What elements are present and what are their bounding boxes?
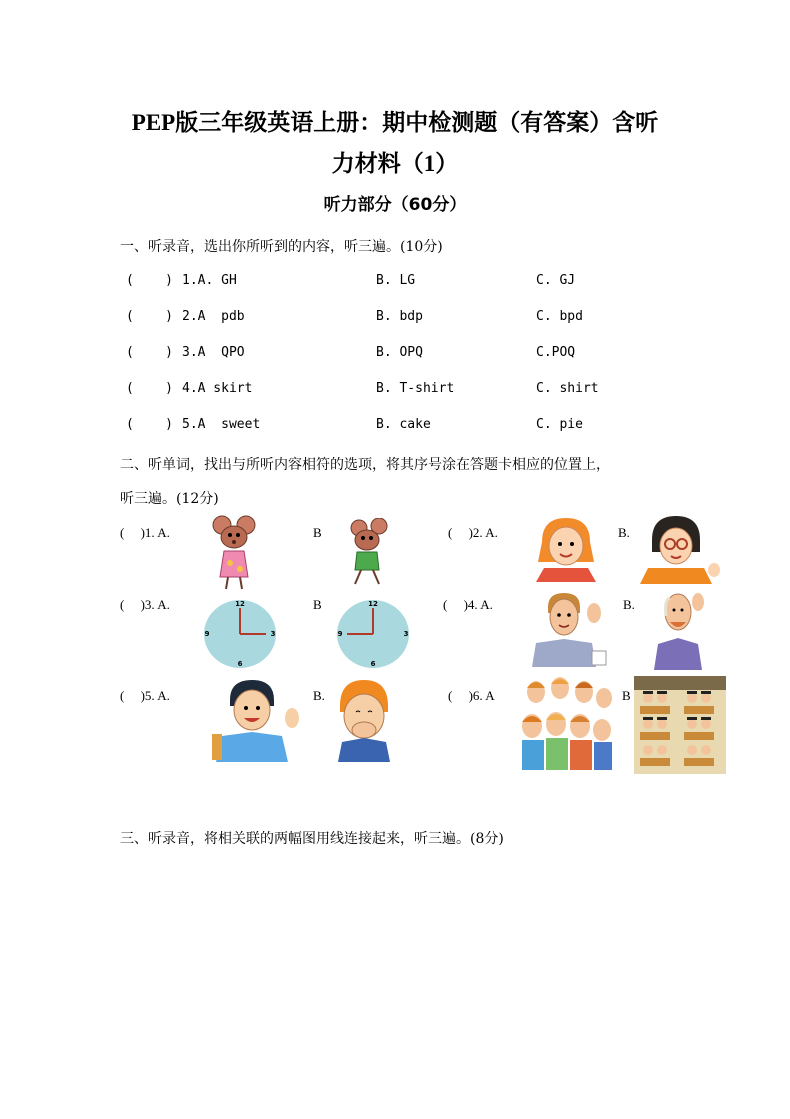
answer-bracket[interactable]: ( ) <box>126 273 173 288</box>
answer-bracket[interactable]: ( ) <box>126 309 173 324</box>
option-a: 2.A pdb <box>182 309 245 324</box>
classroom-students-image <box>634 676 726 774</box>
boy-waving-image <box>202 676 302 762</box>
option-a: 1.A. GH <box>182 273 237 288</box>
clock-number: 9 <box>337 630 343 638</box>
option-a: 5.A sweet <box>182 417 261 432</box>
item-3-option-b[interactable]: B <box>313 597 322 612</box>
item-3-label[interactable]: ( )3. A. <box>120 597 170 612</box>
option-a: 3.A QPO <box>182 345 245 360</box>
doc-title-line2: 力材料（1） <box>331 151 459 176</box>
option-c: C. bpd <box>536 309 583 324</box>
clock-icon <box>202 598 278 670</box>
clock-number: 12 <box>235 600 245 608</box>
option-b: B. bdp <box>376 309 423 324</box>
item-1-option-b[interactable]: B <box>313 525 322 540</box>
item-2-option-b[interactable]: B. <box>618 525 630 540</box>
clock-number: 9 <box>204 630 210 638</box>
section1-heading: 一、听录音，选出你所听到的内容，听三遍。(10分) <box>120 239 443 255</box>
option-c: C. pie <box>536 417 583 432</box>
section2-heading-line2: 听三遍。(12分) <box>120 491 219 507</box>
item-6-label[interactable]: ( )6. A <box>448 688 495 703</box>
option-c: C.POQ <box>536 345 576 360</box>
girl-face-image <box>524 512 608 582</box>
option-b: B. LG <box>376 273 416 288</box>
doc-subtitle: 听力部分（60分） <box>323 195 467 215</box>
answer-bracket[interactable]: ( ) <box>126 381 173 396</box>
option-b: B. OPQ <box>376 345 423 360</box>
option-b: B. T-shirt <box>376 381 455 396</box>
option-c: C. shirt <box>536 381 599 396</box>
clock-icon <box>335 598 411 670</box>
item-1-label[interactable]: ( )1. A. <box>120 525 170 540</box>
group-of-people-image <box>518 674 614 772</box>
clock-number: 6 <box>370 660 376 668</box>
item-6-option-b[interactable]: B <box>622 688 631 703</box>
mouse-boy-image <box>345 518 391 588</box>
clock-number: 6 <box>237 660 243 668</box>
clock-number: 3 <box>403 630 409 638</box>
section2-heading-line1: 二、听单词，找出与所听内容相符的选项，将其序号涂在答题卡相应的位置上， <box>120 457 610 473</box>
clock-number: 12 <box>368 600 378 608</box>
item-4-label[interactable]: ( )4. A. <box>443 597 493 612</box>
man-waving-image <box>526 585 608 667</box>
woman-glasses-image <box>628 512 724 584</box>
answer-bracket[interactable]: ( ) <box>126 345 173 360</box>
item-5-label[interactable]: ( )5. A. <box>120 688 170 703</box>
mouse-girl-image <box>210 515 260 593</box>
old-man-waving-image <box>650 586 710 670</box>
item-5-option-b[interactable]: B. <box>313 688 325 703</box>
boy-covering-mouth-image <box>330 678 398 762</box>
option-b: B. cake <box>376 417 431 432</box>
item-4-option-b[interactable]: B. <box>623 597 635 612</box>
clock-number: 3 <box>270 630 276 638</box>
option-c: C. GJ <box>536 273 576 288</box>
item-2-label[interactable]: ( )2. A. <box>448 525 498 540</box>
section3-heading: 三、听录音，将相关联的两幅图用线连接起来，听三遍。(8分) <box>120 831 504 847</box>
option-a: 4.A skirt <box>182 381 253 396</box>
doc-title-line1: PEP版三年级英语上册：期中检测题（有答案）含听 <box>131 110 659 135</box>
answer-bracket[interactable]: ( ) <box>126 417 173 432</box>
